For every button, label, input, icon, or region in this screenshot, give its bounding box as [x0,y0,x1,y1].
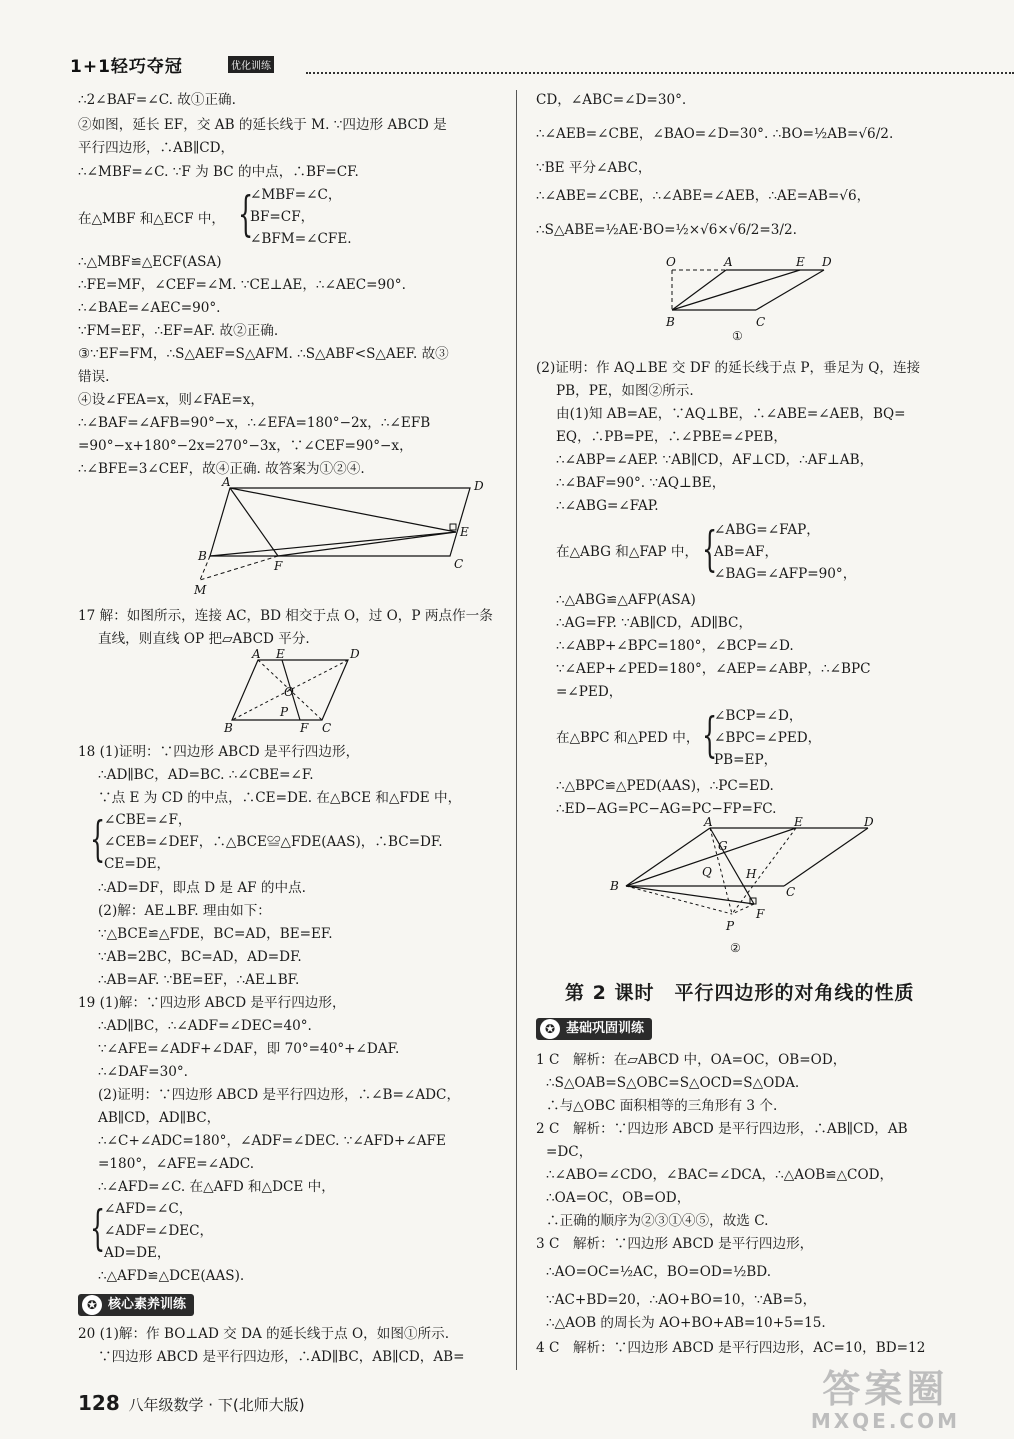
section-banner-core [78,1294,194,1316]
system-row: ∠BPC=∠PED， [714,730,822,746]
text-line: ∴AD=DF，即点 D 是 AF 的中点. [98,880,306,896]
system-row: ∠BCP=∠D， [714,708,803,724]
text-line: =DC， [546,1144,593,1160]
text-line: ∴∠BAF=∠AFB=90°−x，∴∠EFA=180°−2x，∴∠EFB [78,415,431,431]
page-header [70,52,950,76]
system-row: BF=CF， [250,209,315,225]
system-row: ∠BAG=∠AFP=90°， [714,566,857,582]
svg-text:D: D [350,647,360,661]
text-line: ∴∠BAE=∠AEC=90°. [78,300,221,316]
svg-text:D: D [822,255,832,269]
text-line: ∵AB=2BC，BC=AD，AD=DF. [98,949,302,965]
text-line: ③∵EF=FM，∴S△AEF=S△AFM. ∴S△ABF<S△AEF. 故③ [78,346,449,362]
svg-text:C: C [756,315,766,329]
text-line: =∠PED， [556,684,623,700]
brand-logo: 1+1轻巧夺冠 [70,57,183,77]
text-line: ∵AC+BD=20，∴AO+BO=10，∵AB=5， [546,1292,817,1308]
svg-text:E: E [276,647,285,661]
brand-tag: 优化训练 [228,56,274,73]
text-line: ∵FM=EF，∴EF=AF. 故②正确. [78,323,279,339]
system-label: 在△BPC 和△PED 中， [556,730,700,746]
text-line: ∴AD∥BC，∴∠ADF=∠DEC=40°. [98,1018,312,1034]
text-line: (2)证明：作 AQ⊥BE 交 DF 的延长线于点 P，垂足为 Q，连接 [536,360,921,376]
text-line: 由(1)知 AB=AE，∵AQ⊥BE，∴∠ABE=∠AEB，BQ= [556,406,906,422]
svg-text:A: A [222,475,231,489]
text-line: ∴AG=FP. ∵AB∥CD，AD∥BC， [556,615,753,631]
text-line: ∴AD∥BC，AD=BC. ∴∠CBE=∠F. [98,767,314,783]
svg-text:D: D [864,815,874,829]
svg-text:P: P [726,919,735,933]
watermark-site: MXQE.COM [810,1409,960,1433]
answer-4: 4 C 解析：∵四边形 ABCD 是平行四边形，AC=10，BD=12 [536,1340,926,1356]
svg-text:E: E [460,525,469,539]
text-line: ∴∠BFE=3∠CEF，故④正确. 故答案为①②④. [78,461,365,477]
figure-2 [606,815,886,968]
brace: { [702,521,718,577]
text-line: ②如图，延长 EF，交 AB 的延长线于 M. ∵四边形 ABCD 是 [78,117,447,133]
svg-text:F: F [274,559,283,573]
system-row: ∠MBF=∠C， [250,187,342,203]
text-line: =180°，∠AFE=∠ADC. [98,1156,255,1172]
system-row: CE=DE， [104,856,171,872]
system-row: ∠ADF=∠DEC， [104,1223,214,1239]
svg-text:B: B [666,315,675,329]
system-row: ∠CEB=∠DEF，∴△BCE≌△FDE(AAS)，∴BC=DF. [104,834,443,850]
text-line: ∴OA=OC，OB=OD， [546,1190,691,1206]
svg-text:Q: Q [702,865,712,879]
svg-text:M: M [194,583,207,597]
book-title: 八年级数学 · 下(北师大版) [128,1396,305,1414]
system-row: ∠BFM=∠CFE. [250,231,352,247]
text-line: ∵四边形 ABCD 是平行四边形，∴AD∥BC，AB∥CD，AB= [98,1349,465,1365]
text-line: ∴AB=AF. ∵BE=EF，∴AE⊥BF. [98,972,300,988]
text-line: ∴△AOB 的周长为 AO+BO+AB=10+5=15. [546,1315,826,1331]
question-20: 20 (1)解：作 BO⊥AD 交 DA 的延长线于点 O，如图①所示. [78,1326,450,1342]
header-rule [306,72,1014,74]
text-line: ∴AO=OC=½AC，BO=OD=½BD. [546,1264,772,1280]
svg-text:B: B [224,721,233,735]
svg-text:E: E [796,255,805,269]
figure-1-label: ① [732,329,743,343]
svg-text:B: B [198,549,207,563]
text-line: ∴∠ABE=∠CBE，∴∠ABE=∠AEB，∴AE=AB=√6， [536,188,871,204]
answer-2: 2 C 解析：∵四边形 ABCD 是平行四边形，∴AB∥CD，AB [536,1121,908,1137]
answer-1: 1 C 解析：在▱ABCD 中，OA=OC，OB=OD， [536,1052,847,1068]
system-label: 在△MBF 和△ECF 中， [78,211,226,227]
brace: { [702,707,718,763]
page-number: 128 [78,1391,120,1415]
svg-text:F: F [756,907,765,921]
system-row: PB=EP， [714,752,778,768]
system-row: ∠CBE=∠F， [104,812,192,828]
column-divider [516,90,517,1370]
text-line: ∵△BCE≌△FDE，BC=AD，BE=EF. [98,926,333,942]
text-line: ∴正确的顺序为②③①④⑤，故选 C. [546,1213,769,1229]
watermark-main: 答案圈 [822,1367,949,1411]
svg-text:O: O [666,255,676,269]
text-line: ∴∠ABG=∠FAP. [556,498,659,514]
banner-label: 核心素养训练 [108,1297,187,1312]
text-line: ∴∠ABP=∠AEP. ∵AB∥CD，AF⊥CD，∴AF⊥AB， [556,452,874,468]
text-line: ∴S△OAB=S△OBC=S△OCD=S△ODA. [546,1075,800,1091]
svg-text:C: C [454,557,464,571]
brace: { [90,1200,106,1256]
text-line: CD，∠ABC=∠D=30°. [536,92,687,108]
figure-1 [656,250,836,343]
question-17: 17 解：如图所示，连接 AC，BD 相交于点 O，过 O，P 两点作一条 [78,608,493,624]
text-line: (2)解：AE⊥BF. 理由如下： [98,903,271,919]
text-line: ∴ED−AG=PC−AG=PC−FP=FC. [556,801,777,817]
text-line: ∴∠MBF=∠C. ∵F 为 BC 的中点，∴BF=CF. [78,164,359,180]
text-line: ∴∠ABP+∠BPC=180°，∠BCP=∠D. [556,638,794,654]
svg-text:C: C [786,885,796,899]
system-row: ∠AFD=∠C， [104,1201,193,1217]
text-line: 直线，则直线 OP 把▱ABCD 平分. [98,631,310,647]
text-line: ④设∠FEA=x，则∠FAE=x， [78,392,265,408]
text-line: EQ，∴PB=PE，∴∠PBE=∠PEB， [556,429,787,445]
svg-text:A: A [724,255,733,269]
system-label: 在△ABG 和△FAP 中， [556,544,699,560]
text-line: ∴∠ABO=∠CDO，∠BAC=∠DCA，∴△AOB≌△COD， [546,1167,894,1183]
svg-text:B: B [610,879,619,893]
text-line: ∴△MBF≌△ECF(ASA) [78,254,222,270]
banner-label: 基础巩固训练 [566,1021,645,1036]
text-line: ∵∠AFE=∠ADF+∠DAF，即 70°=40°+∠DAF. [98,1041,400,1057]
lesson-title: 第 2 课时 平行四边形的对角线的性质 [565,982,915,1004]
svg-text:G: G [718,839,728,853]
svg-text:F: F [300,721,309,735]
system-row: AD=DE， [104,1245,171,1261]
text-line: ∵BE 平分∠ABC， [536,160,652,176]
text-line: ∴2∠BAF=∠C. 故①正确. [78,92,236,108]
svg-text:E: E [794,815,803,829]
text-line: ∴与△OBC 面积相等的三角形有 3 个. [546,1098,778,1114]
text-line: ∴∠AEB=∠CBE，∠BAO=∠D=30°. ∴BO=½AB=√6/2. [536,126,894,142]
text-line: AB∥CD，AD∥BC， [98,1110,221,1126]
text-line: ∵∠AEP+∠PED=180°，∠AEP=∠ABP，∴∠BPC [556,661,871,677]
text-line: ∴∠DAF=30°. [98,1064,188,1080]
text-line: ∴FE=MF，∠CEF=∠M. ∵CE⊥AE，∴∠AEC=90°. [78,277,406,293]
figure-parallelogram-efm [188,475,484,598]
question-18: 18 (1)证明：∵四边形 ABCD 是平行四边形， [78,744,360,760]
svg-text:H: H [746,867,757,881]
brace: { [90,811,106,867]
medal-icon: ✪ [540,1019,560,1039]
watermark [811,1358,960,1433]
svg-text:C: C [322,721,332,735]
figure-2-label: ② [730,941,741,955]
text-line: ∴△AFD≌△DCE(AAS). [98,1268,245,1284]
text-line: ∴△ABG≌△AFP(ASA) [556,592,696,608]
figure-parallelogram-op [218,647,368,736]
page-footer [78,1391,305,1415]
svg-text:A: A [252,647,261,661]
svg-text:D: D [474,479,484,493]
system-row: ∠ABG=∠FAP， [714,522,820,538]
svg-text:O: O [284,685,294,699]
svg-text:P: P [280,705,289,719]
question-19: 19 (1)解：∵四边形 ABCD 是平行四边形， [78,995,346,1011]
text-line: ∴S△ABE=½AE·BO=½×√6×√6/2=3/2. [536,222,797,238]
text-line: ∴∠BAF=90°. ∵AQ⊥BE， [556,475,726,491]
text-line: ∴∠AFD=∠C. 在△AFD 和△DCE 中， [98,1179,335,1195]
text-line: PB，PE，如图②所示. [556,383,694,399]
text-line: ∴∠C+∠ADC=180°，∠ADF=∠DEC. ∵∠AFD+∠AFE [98,1133,446,1149]
text-line: ∵点 E 为 CD 的中点，∴CE=DE. 在△BCE 和△FDE 中， [98,790,462,806]
text-line: 错误. [78,369,110,385]
system-row: AB=AF， [714,544,779,560]
brace: { [238,186,254,242]
section-banner-basic [536,1018,652,1040]
text-line: 平行四边形，∴AB∥CD， [78,140,235,156]
medal-icon: ✪ [82,1295,102,1315]
text-line: =90°−x+180°−2x=270°−3x，∵∠CEF=90°−x， [78,438,413,454]
answer-3: 3 C 解析：∵四边形 ABCD 是平行四边形， [536,1236,814,1252]
text-line: (2)证明：∵四边形 ABCD 是平行四边形，∴∠B=∠ADC， [98,1087,461,1103]
text-line: ∴△BPC≌△PED(AAS)，∴PC=ED. [556,778,774,794]
svg-text:A: A [704,815,713,829]
